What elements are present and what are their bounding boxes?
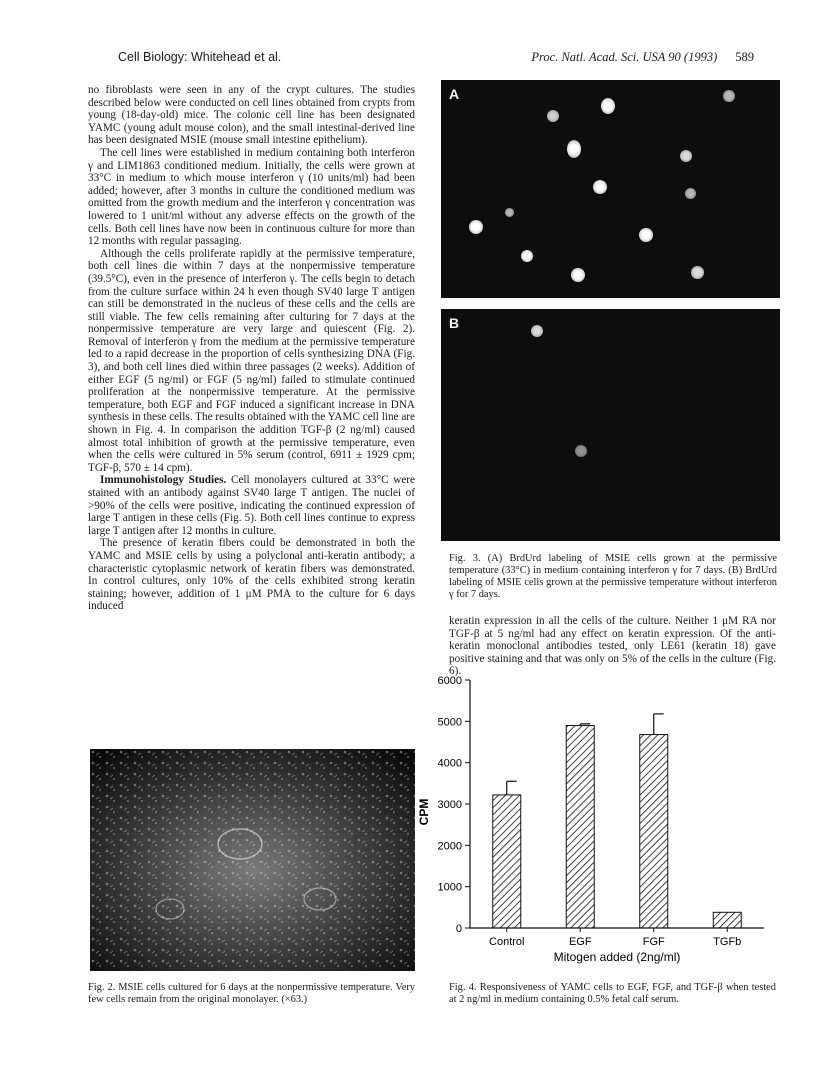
x-tick-label: EGF — [568, 936, 592, 948]
y-tick-label: 1000 — [437, 881, 462, 894]
x-tick-label: Control — [489, 936, 525, 948]
fig3-panel-b — [441, 309, 780, 541]
paragraph: The presence of keratin fibers could be demonstrated in both the YAMC and MSIE cells by using a polyclonal anti-keratin antibody; a characteristic cytoplasmic network of keratin fibers was demonstrated. In control cultures, only 10% of the cells exhibited strong keratin staining; however, addition of 1 μM PMA to the culture for 6 days induced — [88, 537, 415, 613]
paragraph: Although the cells proliferate rapidly at the permissive temperature, both cell lines die within 7 days at the nonpermissive temperature (39.5°C), even in the presence of interferon γ. The cells begin to detach from the culture surface within 24 h even though SV40 large T antigen can still be demonstrated in the nucleus of these cells and the cells are still viable. The few cells remaining after culturing for 7 days at the nonpermissive temperature are very large and quiescent (Fig. 2). Removal of interferon γ from the medium at the permissive temperature led to a rapid decrease in the proportion of cells synthesizing DNA (Fig. 3), and both cell lines died within three passages (2 weeks). Addition of either EGF (5 ng/ml) or FGF (5 ng/ml) failed to stimulate continued proliferation at the nonpermissive temperature. At the permissive temperature, both EGF and FGF induced a significant increase in DNA synthesis in these cells. The results obtained with the YAMC cell line are shown in Fig. 4. In comparison the addition TGF-β (2 ng/ml) caused almost total inhibition of growth at the permissive temperature, even when the cells were cultured in 5% serum (control, 6911 ± 1929 cpm; TGF-β, 570 ± 14 cpm). — [88, 247, 415, 474]
y-tick-label: 4000 — [437, 757, 462, 770]
fig2-caption: Fig. 2. MSIE cells cultured for 6 days at the nonpermissive temperature. Very few cells remain from the original monolayer. (×63.) — [88, 982, 415, 1005]
paragraph: no fibroblasts were seen in any of the crypt cultures. The studies described below were conducted on cell lines obtained from crypts from young (18-day-old) mice. The colonic cell line has been designated YAMC (young adult mouse colon), and the small intestinal-derived line has been designated MSIE (mouse small intestine epithelium). — [88, 84, 415, 147]
micrograph-image — [90, 749, 415, 971]
running-head: Cell Biology: Whitehead et al. — [118, 50, 282, 64]
y-tick-label: 3000 — [437, 799, 462, 811]
right-column-text — [449, 615, 776, 678]
bar-tgfb — [713, 912, 741, 928]
fig4-caption: Fig. 4. Responsiveness of YAMC cells to EGF, FGF, and TGF-β when tested at 2 ng/ml in medium containing 0.5% fetal calf serum. — [449, 982, 776, 1005]
y-tick-label: 5000 — [437, 716, 462, 729]
fig3-panel-a — [441, 80, 780, 298]
x-tick-label: FGF — [642, 936, 665, 948]
paragraph-text: Cell monolayers cultured at 33°C were stained with an antibody against SV40 large T antigen. The nuclei of >90% of the cells were positive, indicating the continued expression of large T antigen in these cells (Fig. 5). Both cell lines continue to express large T antigen after 12 months in culture. — [88, 474, 415, 537]
left-column — [88, 84, 415, 613]
panel-label-b: B — [449, 315, 460, 331]
journal-name: Proc. Natl. Acad. Sci. USA 90 (1993) — [531, 50, 718, 64]
journal-citation — [531, 50, 754, 65]
y-axis-label: CPM — [417, 798, 431, 826]
page-number: 589 — [735, 50, 754, 64]
bar-control — [493, 795, 521, 928]
paragraph: keratin expression in all the cells of the culture. Neither 1 μM RA nor TGF-β at 5 ng/ml had any effect on keratin expression. Of the anti-keratin monoclonal antibodies tested, only LE61 (keratin 18) gave positive staining and that was only on 5% of the cells in the culture (Fig. 6). — [449, 615, 776, 678]
y-tick-label: 2000 — [437, 840, 462, 853]
fig4-bar-chart — [414, 674, 794, 974]
fig2-micrograph — [90, 749, 415, 971]
bar-egf — [566, 725, 594, 928]
x-tick-label: TGFb — [713, 936, 742, 948]
section-heading: Immunohistology Studies. — [100, 474, 227, 487]
bar-fgf — [640, 735, 668, 928]
y-tick-label: 0 — [455, 923, 462, 935]
y-tick-label: 6000 — [437, 675, 462, 687]
paragraph — [88, 474, 415, 537]
x-axis-label: Mitogen added (2ng/ml) — [553, 950, 681, 964]
fig3-caption: Fig. 3. (A) BrdUrd labeling of MSIE cells grown at the permissive temperature (33°C) in medium containing interferon γ for 7 days. (B) BrdUrd labeling of MSIE cells grown at the permissive temperature without interferon γ for 7 days. — [449, 553, 777, 600]
chart-svg — [414, 674, 794, 974]
panel-label-a: A — [449, 86, 460, 102]
paragraph: The cell lines were established in medium containing both interferon γ and LIM1863 conditioned medium. Initially, the cells were grown at 33°C in medium to which mouse interferon γ (10 units/ml) had been added; however, after 3 months in culture the conditioned medium was omitted from the growth medium and the interferon γ concentration was lowered to 1 unit/ml without any adverse effects on the growth of the cells. Both cell lines have now been in continuous culture for more than 12 months with regular passaging. — [88, 146, 415, 248]
